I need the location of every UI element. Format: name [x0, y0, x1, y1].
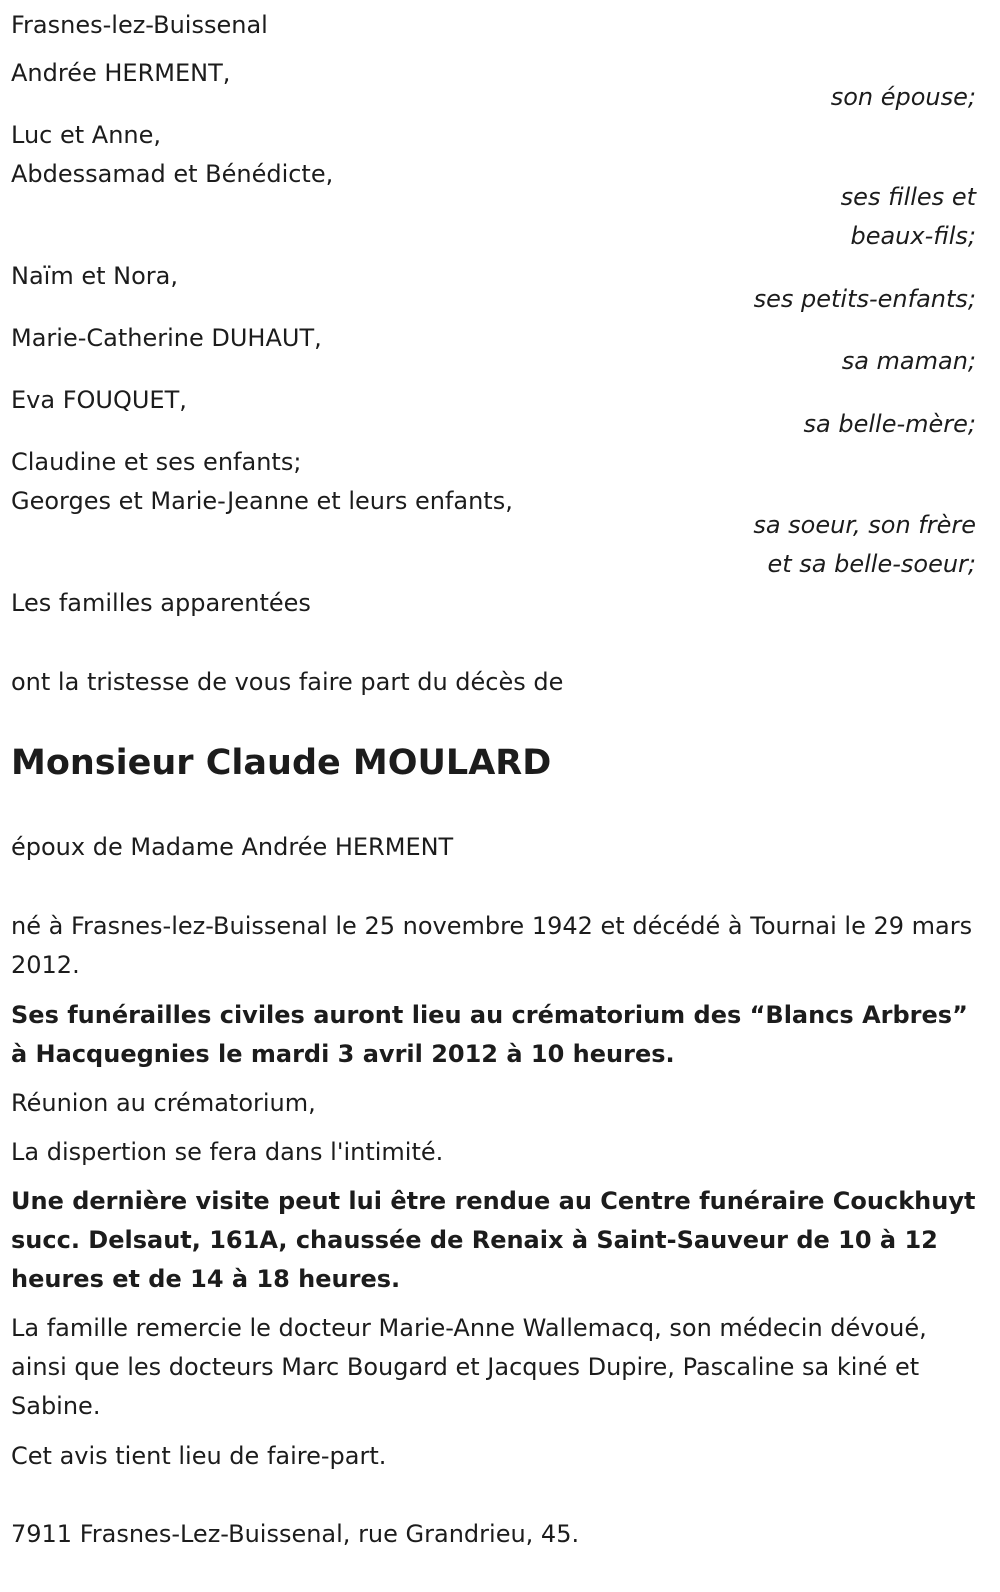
meeting-info: Réunion au crématorium, [11, 1089, 316, 1117]
family-relation-siblings-2: et sa belle-soeur; [767, 550, 976, 578]
family-relation-daughters-1: ses filles et [840, 183, 976, 211]
family-name-brother: Georges et Marie-Jeanne et leurs enfants, [11, 487, 513, 515]
family-relation-siblings-1: sa soeur, son frère [753, 511, 976, 539]
family-name-sister: Claudine et ses enfants; [11, 448, 302, 476]
spouse-line: époux de Madame Andrée HERMENT [11, 833, 454, 861]
family-relation-spouse: son épouse; [830, 83, 976, 111]
notice-text: Cet avis tient lieu de faire-part. [11, 1442, 387, 1470]
family-name-mother-in-law: Eva FOUQUET, [11, 386, 187, 414]
family-name-daughter-2: Abdessamad et Bénédicte, [11, 160, 334, 188]
address: 7911 Frasnes-Lez-Buissenal, rue Grandrieu, 45. [11, 1520, 580, 1548]
header-place: Frasnes-lez-Buissenal [11, 11, 268, 39]
dispersion-info: La dispertion se fera dans l'intimité. [11, 1138, 444, 1166]
deceased-name: Monsieur Claude MOULARD [11, 743, 552, 783]
family-relation-grandchildren: ses petits-enfants; [753, 285, 976, 313]
thanks-text: La famille remercie le docteur Marie-Anne Wallemacq, son médecin dévoué, ainsi que les docteurs Marc Bougard et Jacques Dupire, Pascaline sa kiné et Sabine. [11, 1314, 927, 1420]
family-relation-daughters-2: beaux-fils; [850, 222, 976, 250]
visit-info: Une dernière visite peut lui être rendue au Centre funéraire Couckhuyt succ. Delsaut, 161A, chaussée de Renaix à Saint-Sauveur de 10 à 12 heures et de 14 à 18 heures. [11, 1187, 976, 1293]
announcement-text: ont la tristesse de vous faire part du décès de [11, 668, 564, 696]
family-name-grandchildren: Naïm et Nora, [11, 262, 178, 290]
funeral-ceremony: Ses funérailles civiles auront lieu au crématorium des “Blancs Arbres” à Hacquegnies le mardi 3 avril 2012 à 10 heures. [11, 1001, 968, 1068]
family-relation-mother-in-law: sa belle-mère; [803, 410, 976, 438]
family-name-daughter-1: Luc et Anne, [11, 121, 162, 149]
family-relation-mother: sa maman; [841, 347, 976, 375]
birth-death-dates: né à Frasnes-lez-Buissenal le 25 novembre 1942 et décédé à Tournai le 29 mars 2012. [11, 912, 973, 979]
family-name-spouse: Andrée HERMENT, [11, 59, 231, 87]
family-name-mother: Marie-Catherine DUHAUT, [11, 324, 322, 352]
related-families: Les familles apparentées [11, 589, 311, 617]
